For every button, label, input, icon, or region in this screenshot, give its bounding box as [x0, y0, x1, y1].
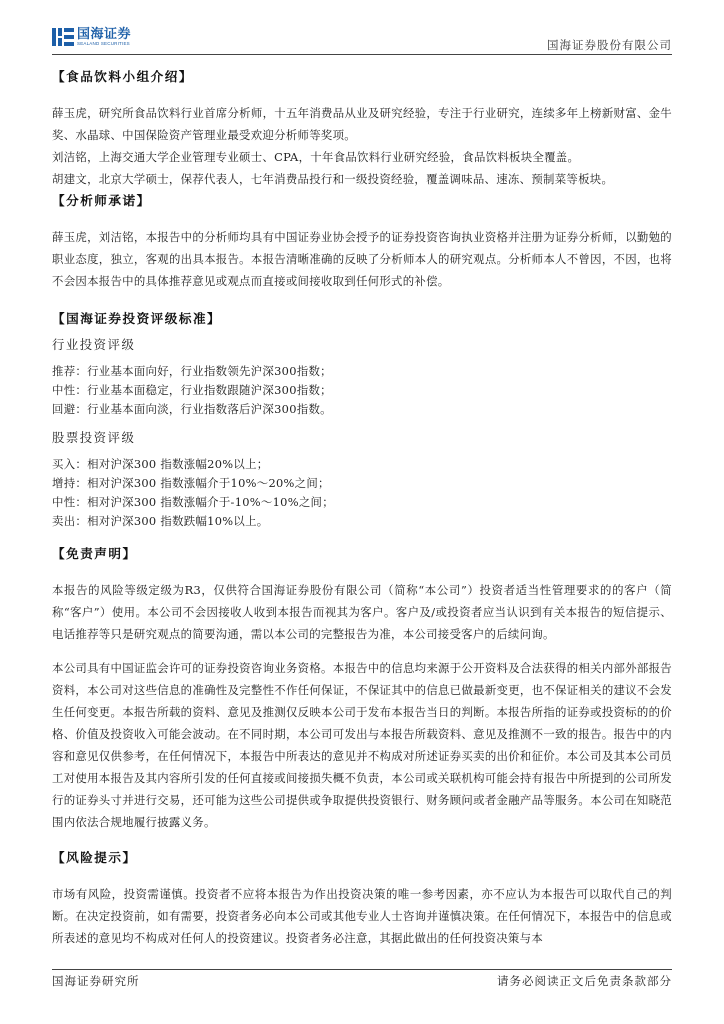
stock-rating-buy: 买入：相对沪深300 指数涨幅20%以上；: [52, 457, 269, 471]
section-title-disclaimer: 【免责声明】: [52, 546, 137, 561]
page-content: [52, 60, 672, 949]
stock-rating-neutral: 中性：相对沪深300 指数涨幅介于-10%～10%之间；: [52, 495, 334, 509]
logo-text-cn: 国海证券: [77, 27, 132, 42]
disclaimer-paragraph-1: 本报告的风险等级定级为R3，仅供符合国海证券股份有限公司（简称“本公司”）投资者适当性管理要求的的客户（简称“客户”）使用。本公司不会因接收人收到本报告而视其为客户。客户及/或投资者应当认识到有关本报告的短信提示、电话推荐等只是研究观点的简要沟通，需以本公司的完整报告为准，本公司接受客户的后续问询。: [52, 583, 672, 641]
logo-text-en: SEALAND SECURITIES: [77, 41, 130, 46]
stock-rating-add: 增持：相对沪深300 指数涨幅介于10%～20%之间；: [52, 476, 330, 490]
footer-divider: [52, 969, 672, 970]
industry-rating-buy: 推荐：行业基本面向好，行业指数领先沪深300指数；: [52, 364, 332, 378]
pledge-paragraph: 薛玉虎，刘洁铭，本报告中的分析师均具有中国证券业协会授予的证券投资咨询执业资格并注册为证券分析师，以勤勉的职业态度，独立，客观的出具本报告。本报告清晰准确的反映了分析师本人的研究观点。分析师本人不曾因，不因，也将不会因本报告中的具体推荐意见或观点而直接或间接收取到任何形式的补偿。: [52, 230, 672, 288]
industry-rating-avoid: 回避：行业基本面向淡，行业指数落后沪深300指数。: [52, 402, 332, 416]
industry-rating-title: 行业投资评级: [52, 337, 136, 352]
team-member-liu: 刘洁铭，上海交通大学企业管理专业硕士、CPA，十年食品饮料行业研究经验，食品饮料板块全覆盖。: [52, 150, 580, 164]
risk-paragraph: 市场有风险，投资需谨慎。投资者不应将本报告为作出投资决策的唯一参考因素，亦不应认为本报告可以取代自己的判断。在决定投资前，如有需要，投资者务必向本公司或其他专业人士咨询并谨慎决策。在任何情况下，本报告中的信息或所表述的意见均不构成对任何人的投资建议。投资者务必注意，其据此做出的任何投资决策与本: [52, 887, 672, 945]
section-title-risk: 【风险提示】: [52, 850, 137, 865]
disclaimer-paragraph-2: 本公司具有中国证监会许可的证券投资咨询业务资格。本报告中的信息均来源于公开资料及合法获得的相关内部外部报告资料，本公司对这些信息的准确性及完整性不作任何保证，不保证其中的信息已做最新变更，也不保证相关的建议不会发生任何变更。本报告所载的资料、意见及推测仅反映本公司于发布本报告当日的判断。本报告所指的证券或投资标的的价格、价值及投资收入可能会波动。在不同时期，本公司可发出与本报告所载资料、意见及推测不一致的报告。报告中的内容和意见仅供参考，在任何情况下，本报告中所表达的意见并不构成对所述证券买卖的出价和征价。本公司及其本公司员工对使用本报告及其内容所引发的任何直接或间接损失概不负责，本公司或关联机构可能会持有报告中所提到的公司所发行的证券头寸并进行交易，还可能为这些公司提供或争取提供投资银行、财务顾问或者金融产品等服务。本公司在知晓范围内依法合规地履行披露义务。: [52, 661, 672, 829]
section-title-rating: 【国海证券投资评级标准】: [52, 311, 222, 326]
section-title-team: 【食品饮料小组介绍】: [52, 69, 193, 84]
industry-rating-neutral: 中性：行业基本面稳定，行业指数跟随沪深300指数；: [52, 383, 332, 397]
footer-notice: 请务必阅读正文后免责条款部分: [497, 974, 672, 988]
footer-institute: 国海证券研究所: [52, 974, 140, 988]
team-member-hu: 胡建文，北京大学硕士，保荐代表人，七年消费品投行和一级投资经验，覆盖调味品、速冻、预制菜等板块。: [52, 172, 614, 186]
sealand-logo-icon: [52, 28, 74, 46]
section-title-pledge: 【分析师承诺】: [52, 193, 151, 208]
stock-rating-title: 股票投资评级: [52, 430, 136, 445]
stock-rating-sell: 卖出：相对沪深300 指数跌幅10%以上。: [52, 514, 269, 528]
company-logo: [52, 28, 131, 47]
page-header: [52, 28, 672, 52]
header-company-name: 国海证券股份有限公司: [547, 38, 672, 52]
team-member-xue: 薛玉虎，研究所食品饮料行业首席分析师，十五年消费品从业及研究经验，专注于行业研究，连续多年上榜新财富、金牛奖、水晶球、中国保险资产管理业最受欢迎分析师等奖项。: [52, 106, 672, 142]
header-divider: [52, 54, 672, 55]
